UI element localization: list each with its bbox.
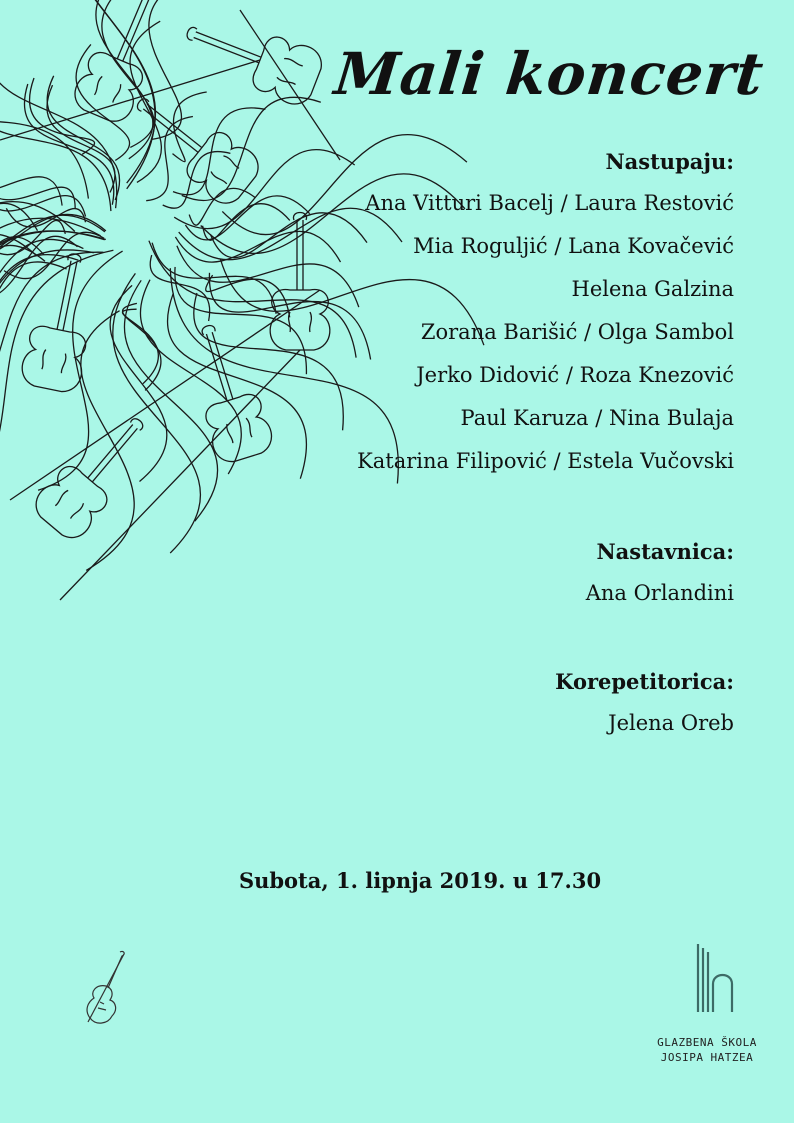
teacher-name: Ana Orlandini	[585, 581, 734, 605]
teacher-heading: Nastavnica:	[596, 539, 734, 564]
performer-name: Mia Roguljić / Lana Kovačević	[413, 234, 734, 258]
school-name-line: GLAZBENA ŠKOLA	[657, 1036, 757, 1049]
performer-name: Jerko Didović / Roza Knezović	[416, 363, 734, 387]
page-title: Mali koncert	[331, 40, 768, 108]
performer-name: Katarina Filipović / Estela Vučovski	[357, 449, 734, 473]
performer-name: Ana Vitturi Bacelj / Laura Restović	[365, 191, 734, 215]
performer-name: Zorana Barišić / Olga Sambol	[420, 320, 734, 344]
event-date: Subota, 1. lipnja 2019. u 17.30	[238, 868, 602, 893]
teacher-section	[586, 538, 734, 615]
accompanist-name: Jelena Oreb	[608, 711, 734, 735]
school-name	[620, 1035, 794, 1065]
accompanist-heading: Korepetitorica:	[555, 669, 734, 694]
performers-heading: Nastupaju:	[605, 149, 734, 174]
performer-name: Helena Galzina	[571, 277, 734, 301]
performers-section	[357, 148, 734, 483]
accompanist-section	[555, 668, 734, 745]
school-name-line: JOSIPA HATZEA	[660, 1051, 754, 1064]
small-violin-icon	[80, 948, 130, 1028]
performer-name: Paul Karuza / Nina Bulaja	[460, 406, 734, 430]
school-logo-icon	[680, 940, 750, 1015]
